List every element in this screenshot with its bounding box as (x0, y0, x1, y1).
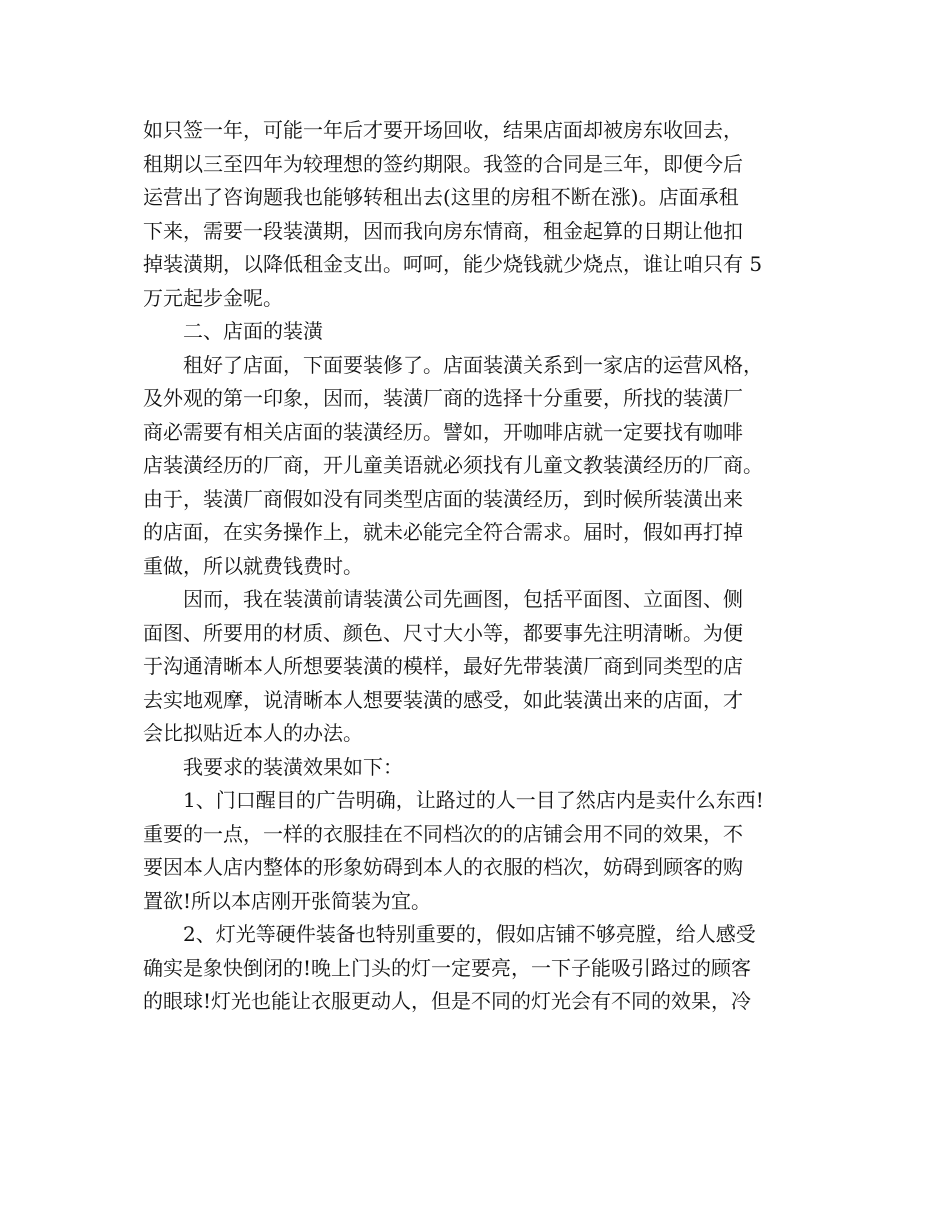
text-line: 1、门口醒目的广告明确，让路过的人一目了然店内是卖什么东西! (183, 788, 764, 812)
document-body (143, 114, 813, 1019)
text-line: 置欲!所以本店刚开张简装为宜。 (143, 888, 432, 913)
text-line: 掉装潢期，以降低租金支出。呵呵，能少烧钱就少烧点，谁让咱只有 5 (143, 252, 763, 276)
text-line: 2、灯光等硬件装备也特别重要的，假如店铺不够亮膛，给人感受 (183, 922, 756, 946)
text-line: 要因本人店内整体的形象妨碍到本人的衣服的档次，妨碍到顾客的购 (143, 855, 743, 879)
text-line: 下来，需要一段装潢期，因而我向房东情商，租金起算的日期让他扣 (143, 218, 743, 243)
text-line: 二、店面的装潢 (183, 319, 323, 343)
text-line: 因而，我在装潢前请装潢公司先画图，包括平面图、立面图、侧 (183, 587, 743, 611)
text-line: 去实地观摩，说清晰本人想要装潢的感受，如此装潢出来的店面，才 (143, 687, 743, 712)
text-line: 面图、所要用的材质、颜色、尺寸大小等，都要事先注明清晰。为便 (143, 620, 743, 645)
text-line: 万元起步金呢。 (143, 285, 283, 310)
text-line: 商必需要有相关店面的装潢经历。譬如，开咖啡店就一定要找有咖啡 (143, 419, 743, 444)
text-line: 及外观的第一印象，因而，装潢厂商的选择十分重要，所找的装潢厂 (143, 386, 743, 410)
text-line: 租好了店面，下面要装修了。店面装潢关系到一家店的运营风格， (183, 352, 763, 377)
text-line: 的店面，在实务操作上，就未必能完全符合需求。届时，假如再打掉 (143, 520, 743, 544)
text-line: 会比拟贴近本人的办法。 (143, 721, 363, 745)
text-line: 的眼球!灯光也能让衣服更动人，但是不同的灯光会有不同的效果，冷 (143, 989, 752, 1013)
text-line: 确实是象快倒闭的!晚上门头的灯一定要亮，一下子能吸引路过的顾客 (143, 955, 752, 980)
text-line: 租期以三至四年为较理想的签约期限。我签的合同是三年，即便今后 (143, 151, 743, 176)
text-line: 重做，所以就费钱费时。 (143, 553, 363, 578)
text-line: 重要的一点，一样的衣服挂在不同档次的的店铺会用不同的效果，不 (143, 821, 743, 846)
text-line: 如只签一年，可能一年后才要开场回收，结果店面却被房东收回去， (143, 118, 743, 142)
text-line: 于沟通清晰本人所想要装潢的模样，最好先带装潢厂商到同类型的店 (143, 654, 743, 678)
text-line: 我要求的装潢效果如下： (183, 754, 403, 779)
text-line: 店装潢经历的厂商，开儿童美语就必须找有儿童文教装潢经历的厂商。 (143, 453, 763, 477)
text-line: 运营出了咨询题我也能够转租出去(这里的房租不断在涨)。店面承租 (143, 185, 739, 209)
text-line: 由于，装潢厂商假如没有同类型店面的装潢经历，到时候所装潢出来 (143, 486, 743, 511)
